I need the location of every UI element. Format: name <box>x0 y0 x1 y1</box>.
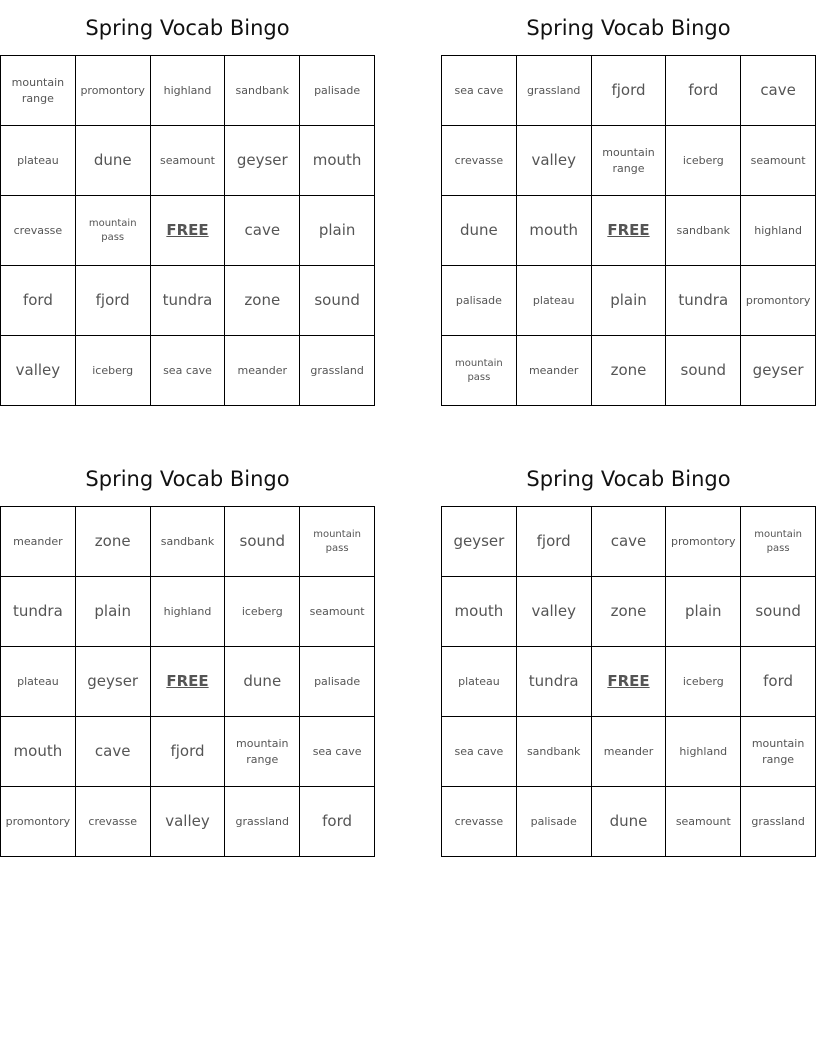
bingo-cell: mountain pass <box>300 507 375 577</box>
bingo-cell: crevasse <box>442 787 517 857</box>
bingo-cell: sea cave <box>151 336 226 406</box>
bingo-cell: sandbank <box>225 56 300 126</box>
bingo-cell: valley <box>151 787 226 857</box>
bingo-cell: highland <box>741 196 816 266</box>
bingo-cell: cave <box>741 56 816 126</box>
bingo-cell: mouth <box>442 577 517 647</box>
bingo-card-2 <box>441 8 816 383</box>
bingo-cell: dune <box>442 196 517 266</box>
bingo-cell: promontory <box>1 787 76 857</box>
bingo-cell: geyser <box>741 336 816 406</box>
bingo-cell: grassland <box>517 56 592 126</box>
bingo-card-4 <box>441 459 816 830</box>
bingo-cell: highland <box>666 717 741 787</box>
bingo-cell: palisade <box>300 647 375 717</box>
bingo-grid <box>441 55 816 406</box>
bingo-cell: cave <box>592 507 667 577</box>
bingo-cell: crevasse <box>76 787 151 857</box>
bingo-cell: promontory <box>666 507 741 577</box>
bingo-cell: mountain range <box>1 56 76 126</box>
bingo-cell: plain <box>592 266 667 336</box>
bingo-cell: geyser <box>225 126 300 196</box>
card-title: Spring Vocab Bingo <box>526 467 731 491</box>
bingo-cell: grassland <box>225 787 300 857</box>
bingo-cell: highland <box>151 577 226 647</box>
bingo-cell: plain <box>300 196 375 266</box>
bingo-cell: meander <box>592 717 667 787</box>
bingo-cell: zone <box>592 577 667 647</box>
bingo-cell: mountain range <box>741 717 816 787</box>
bingo-cell: geyser <box>76 647 151 717</box>
bingo-cell: mountain pass <box>741 507 816 577</box>
bingo-cell: iceberg <box>666 126 741 196</box>
bingo-grid <box>441 506 816 857</box>
bingo-cell: tundra <box>151 266 226 336</box>
bingo-cell: valley <box>1 336 76 406</box>
bingo-cell: sea cave <box>442 717 517 787</box>
bingo-cell: fjord <box>592 56 667 126</box>
bingo-cell: meander <box>225 336 300 406</box>
bingo-cell: meander <box>517 336 592 406</box>
bingo-cell: fjord <box>517 507 592 577</box>
bingo-cell: plain <box>76 577 151 647</box>
bingo-cell: palisade <box>517 787 592 857</box>
bingo-cell: mouth <box>1 717 76 787</box>
bingo-cell: grassland <box>741 787 816 857</box>
bingo-cell: sea cave <box>300 717 375 787</box>
bingo-cell: fjord <box>151 717 226 787</box>
bingo-cell: palisade <box>300 56 375 126</box>
bingo-cell: promontory <box>76 56 151 126</box>
bingo-cell: valley <box>517 577 592 647</box>
bingo-cell: mountain range <box>225 717 300 787</box>
bingo-cell: ford <box>666 56 741 126</box>
bingo-card-1 <box>0 8 375 379</box>
bingo-cell: sandbank <box>517 717 592 787</box>
bingo-cell: sandbank <box>151 507 226 577</box>
card-title: Spring Vocab Bingo <box>526 16 731 40</box>
bingo-cell: iceberg <box>225 577 300 647</box>
bingo-card-3 <box>0 459 375 830</box>
bingo-cell: seamount <box>300 577 375 647</box>
bingo-grid <box>0 506 375 857</box>
bingo-cell: sound <box>666 336 741 406</box>
bingo-cell: sea cave <box>442 56 517 126</box>
bingo-cell: tundra <box>1 577 76 647</box>
bingo-cell: plain <box>666 577 741 647</box>
bingo-cell: seamount <box>741 126 816 196</box>
bingo-cell: sound <box>225 507 300 577</box>
bingo-cell: mountain range <box>592 126 667 196</box>
bingo-cell: fjord <box>76 266 151 336</box>
bingo-cell: promontory <box>741 266 816 336</box>
bingo-cell: plateau <box>517 266 592 336</box>
bingo-cell: plateau <box>442 647 517 717</box>
bingo-cell: mountain pass <box>442 336 517 406</box>
bingo-cell: mouth <box>517 196 592 266</box>
bingo-cell: tundra <box>666 266 741 336</box>
bingo-cell: sound <box>741 577 816 647</box>
bingo-cell: sound <box>300 266 375 336</box>
free-space-cell: FREE <box>151 196 226 266</box>
bingo-cell: cave <box>76 717 151 787</box>
bingo-cell: dune <box>592 787 667 857</box>
bingo-cell: crevasse <box>442 126 517 196</box>
bingo-cell: sandbank <box>666 196 741 266</box>
free-space-cell: FREE <box>151 647 226 717</box>
card-title: Spring Vocab Bingo <box>85 467 290 491</box>
free-space-cell: FREE <box>592 196 667 266</box>
bingo-cell: highland <box>151 56 226 126</box>
bingo-cell: dune <box>225 647 300 717</box>
bingo-cell: iceberg <box>666 647 741 717</box>
bingo-cell: grassland <box>300 336 375 406</box>
bingo-cell: zone <box>225 266 300 336</box>
bingo-cell: geyser <box>442 507 517 577</box>
bingo-cell: meander <box>1 507 76 577</box>
bingo-cell: valley <box>517 126 592 196</box>
bingo-cell: mouth <box>300 126 375 196</box>
bingo-cell: mountain pass <box>76 196 151 266</box>
bingo-cell: plateau <box>1 126 76 196</box>
bingo-cell: dune <box>76 126 151 196</box>
card-title: Spring Vocab Bingo <box>85 16 290 40</box>
bingo-cell: palisade <box>442 266 517 336</box>
bingo-cell: plateau <box>1 647 76 717</box>
bingo-cell: ford <box>1 266 76 336</box>
bingo-cell: iceberg <box>76 336 151 406</box>
bingo-cell: seamount <box>666 787 741 857</box>
bingo-grid <box>0 55 375 406</box>
bingo-cell: cave <box>225 196 300 266</box>
bingo-cell: tundra <box>517 647 592 717</box>
bingo-cell: zone <box>592 336 667 406</box>
bingo-cell: seamount <box>151 126 226 196</box>
bingo-cell: ford <box>741 647 816 717</box>
bingo-cell: crevasse <box>1 196 76 266</box>
free-space-cell: FREE <box>592 647 667 717</box>
bingo-cell: ford <box>300 787 375 857</box>
bingo-cell: zone <box>76 507 151 577</box>
